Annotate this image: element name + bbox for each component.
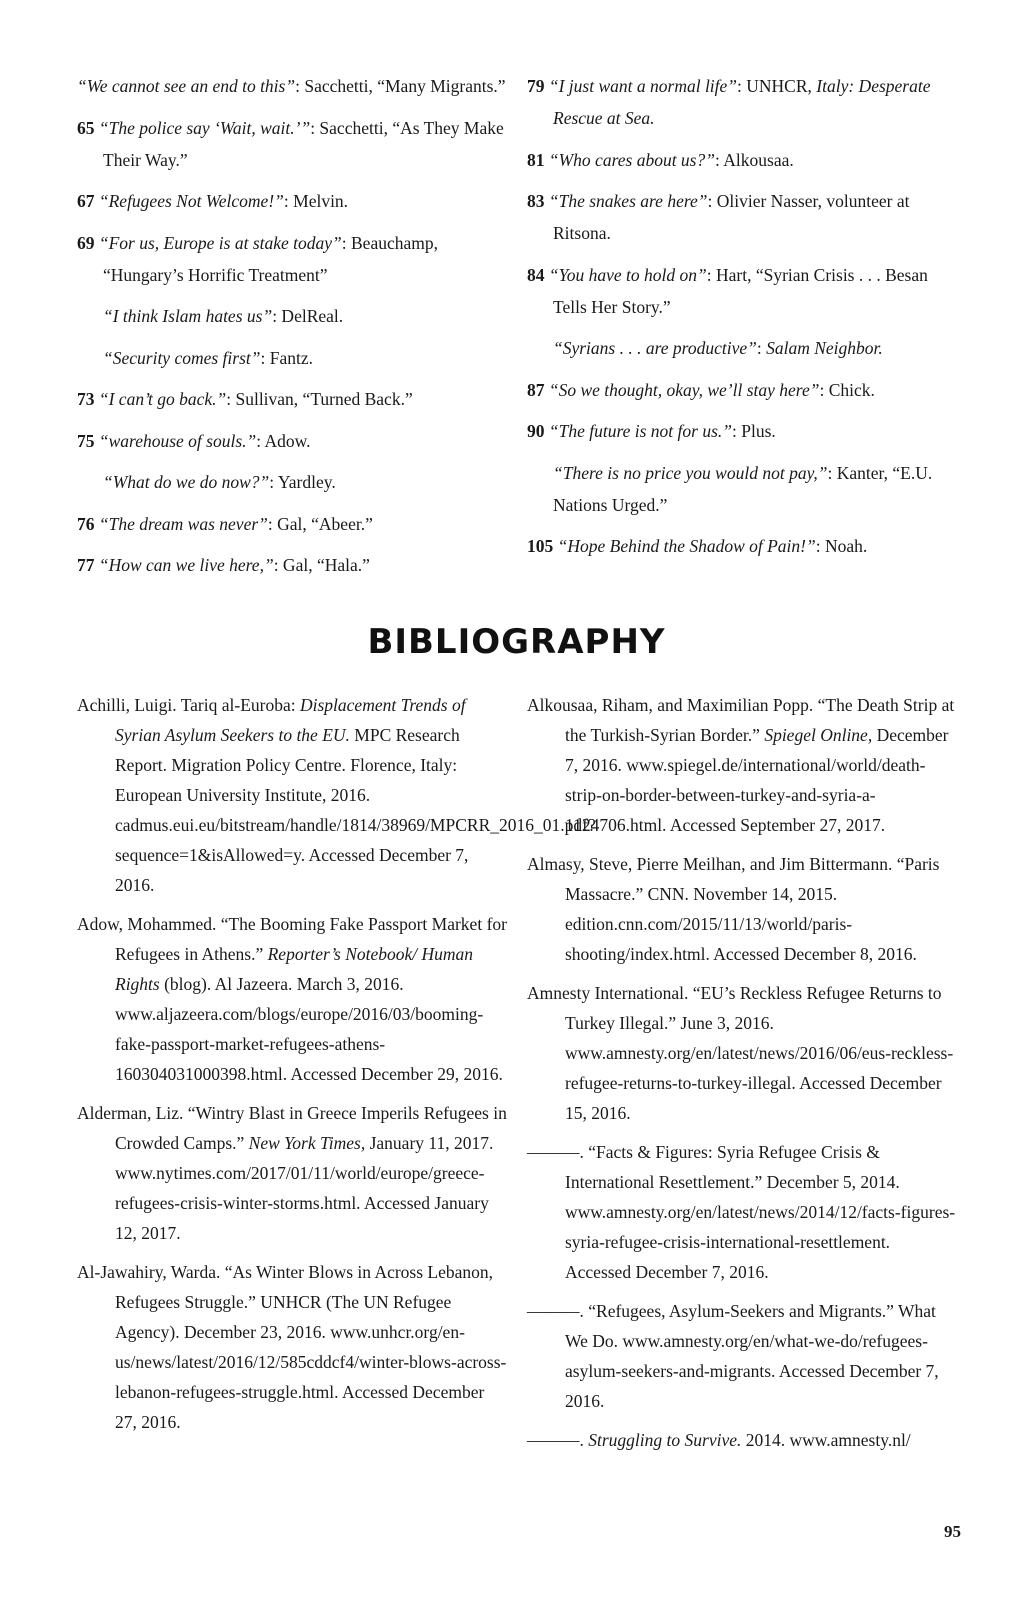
bibliography-entry: Achilli, Luigi. Tariq al-Euroba: Displacement Trends of Syrian Asylum Seekers to the EU. MPC Research Report. Migration Policy Centre. Florence, Italy: European University Institute, 2016. cadmus.eui.eu/bitstream/handle/1814/38969/MPCRR_2016_01.pdf?sequence=1&isAllowed=y. Accessed December 7, 2016. [77,695,596,895]
bibliography-entry: ———. “Refugees, Asylum-Seekers and Migrants.” What We Do. www.amnesty.org/en/what-we-do/refugees-asylum-seekers-and-migrants. Accessed December 7, 2016. [527,1301,939,1411]
note-entry: 105 “Hope Behind the Shadow of Pain!”: Noah. [527,536,868,556]
note-entry: “I think Islam hates us”: DelReal. [103,306,344,326]
bibliography-entry: ———. Struggling to Survive. 2014. www.amnesty.nl/ [527,1430,911,1450]
note-entry: 73 “I can’t go back.”: Sullivan, “Turned Back.” [77,389,413,409]
bibliography-entry: Amnesty International. “EU’s Reckless Refugee Returns to Turkey Illegal.” June 3, 2016. www.amnesty.org/en/latest/news/2016/06/eus-reckless-refugee-returns-to-turkey-illegal. Accessed December 15, 2016. [527,983,954,1123]
note-entry: 79 “I just want a normal life”: UNHCR, Italy: Desperate Rescue at Sea. [527,76,931,128]
page-number: 95 [944,1522,961,1541]
note-entry: 83 “The snakes are here”: Olivier Nasser, volunteer at Ritsona. [527,191,910,243]
note-entry: 90 “The future is not for us.”: Plus. [527,421,776,441]
note-entry: 69 “For us, Europe is at stake today”: Beauchamp, “Hungary’s Horrific Treatment” [77,232,438,285]
notes-column-right [527,70,959,572]
notes-column-left [77,70,509,591]
note-entry: 76 “The dream was never”: Gal, “Abeer.” [77,513,373,534]
note-entry: 77 “How can we live here,”: Gal, “Hala.” [77,555,370,575]
note-entry: 84 “You have to hold on”: Hart, “Syrian Crisis . . . Besan Tells Her Story.” [527,264,928,317]
note-entry: “There is no price you would not pay,”: Kanter, “E.U. Nations Urged.” [553,462,933,515]
bibliography-column-left [77,690,596,1446]
bibliography-entry: Almasy, Steve, Pierre Meilhan, and Jim Bittermann. “Paris Massacre.” CNN. November 14, 2015. edition.cnn.com/2015/11/13/world/paris-shooting/index.html. Accessed December 8, 2016. [527,854,940,964]
bibliography-entry: Alkousaa, Riham, and Maximilian Popp. “The Death Strip at the Turkish-Syrian Border.” Spiegel Online, December 7, 2016. www.spiegel.de/international/world/death-strip-on-border-between-turkey-and-syria-a-1124706.html. Accessed September 27, 2017. [527,695,955,835]
bibliography-entry: Adow, Mohammed. “The Booming Fake Passport Market for Refugees in Athens.” Reporter’s Notebook/ Human Rights (blog). Al Jazeera. March 3, 2016. www.aljazeera.com/blogs/europe/2016/03/booming-fake-passport-market-refugees-athens-160304031000398.html. Accessed December 29, 2016. [77,914,507,1084]
note-entry: “What do we do now?”: Yardley. [103,472,336,492]
note-entry: “Syrians . . . are productive”: Salam Neighbor. [553,338,883,358]
bibliography-entry: ———. “Facts & Figures: Syria Refugee Crisis & International Resettlement.” December 5, 2014. www.amnesty.org/en/latest/news/2014/12/facts-figures-syria-refugee-crisis-international-resettlement. Accessed December 7, 2016. [527,1142,956,1282]
note-entry: 67 “Refugees Not Welcome!”: Melvin. [77,191,349,211]
note-entry: “We cannot see an end to this”: Sacchetti, “Many Migrants.” [77,76,506,96]
note-entry: “Security comes first”: Fantz. [103,347,313,368]
bibliography-entry: Al-Jawahiry, Warda. “As Winter Blows in Across Lebanon, Refugees Struggle.” UNHCR (The UN Refugee Agency). December 23, 2016. www.unhcr.org/en-us/news/latest/2016/12/585cddcf4/winter-blows-across-lebanon-refugees-struggle.html. Accessed December 27, 2016. [77,1262,507,1432]
section-heading: BIBLIOGRAPHY [367,622,666,662]
note-entry: 87 “So we thought, okay, we’ll stay here”: Chick. [527,379,875,400]
bibliography-entry: Alderman, Liz. “Wintry Blast in Greece Imperils Refugees in Crowded Camps.” New York Times, January 11, 2017. www.nytimes.com/2017/01/11/world/europe/greece-refugees-crisis-winter-storms.html. Accessed January 12, 2017. [77,1103,507,1243]
note-entry: 75 “warehouse of souls.”: Adow. [77,430,311,451]
note-entry: 81 “Who cares about us?”: Alkousaa. [527,149,794,170]
bibliography-column-right [527,690,959,1464]
note-entry: 65 “The police say ‘Wait, wait.’”: Sacchetti, “As They Make Their Way.” [77,117,504,170]
